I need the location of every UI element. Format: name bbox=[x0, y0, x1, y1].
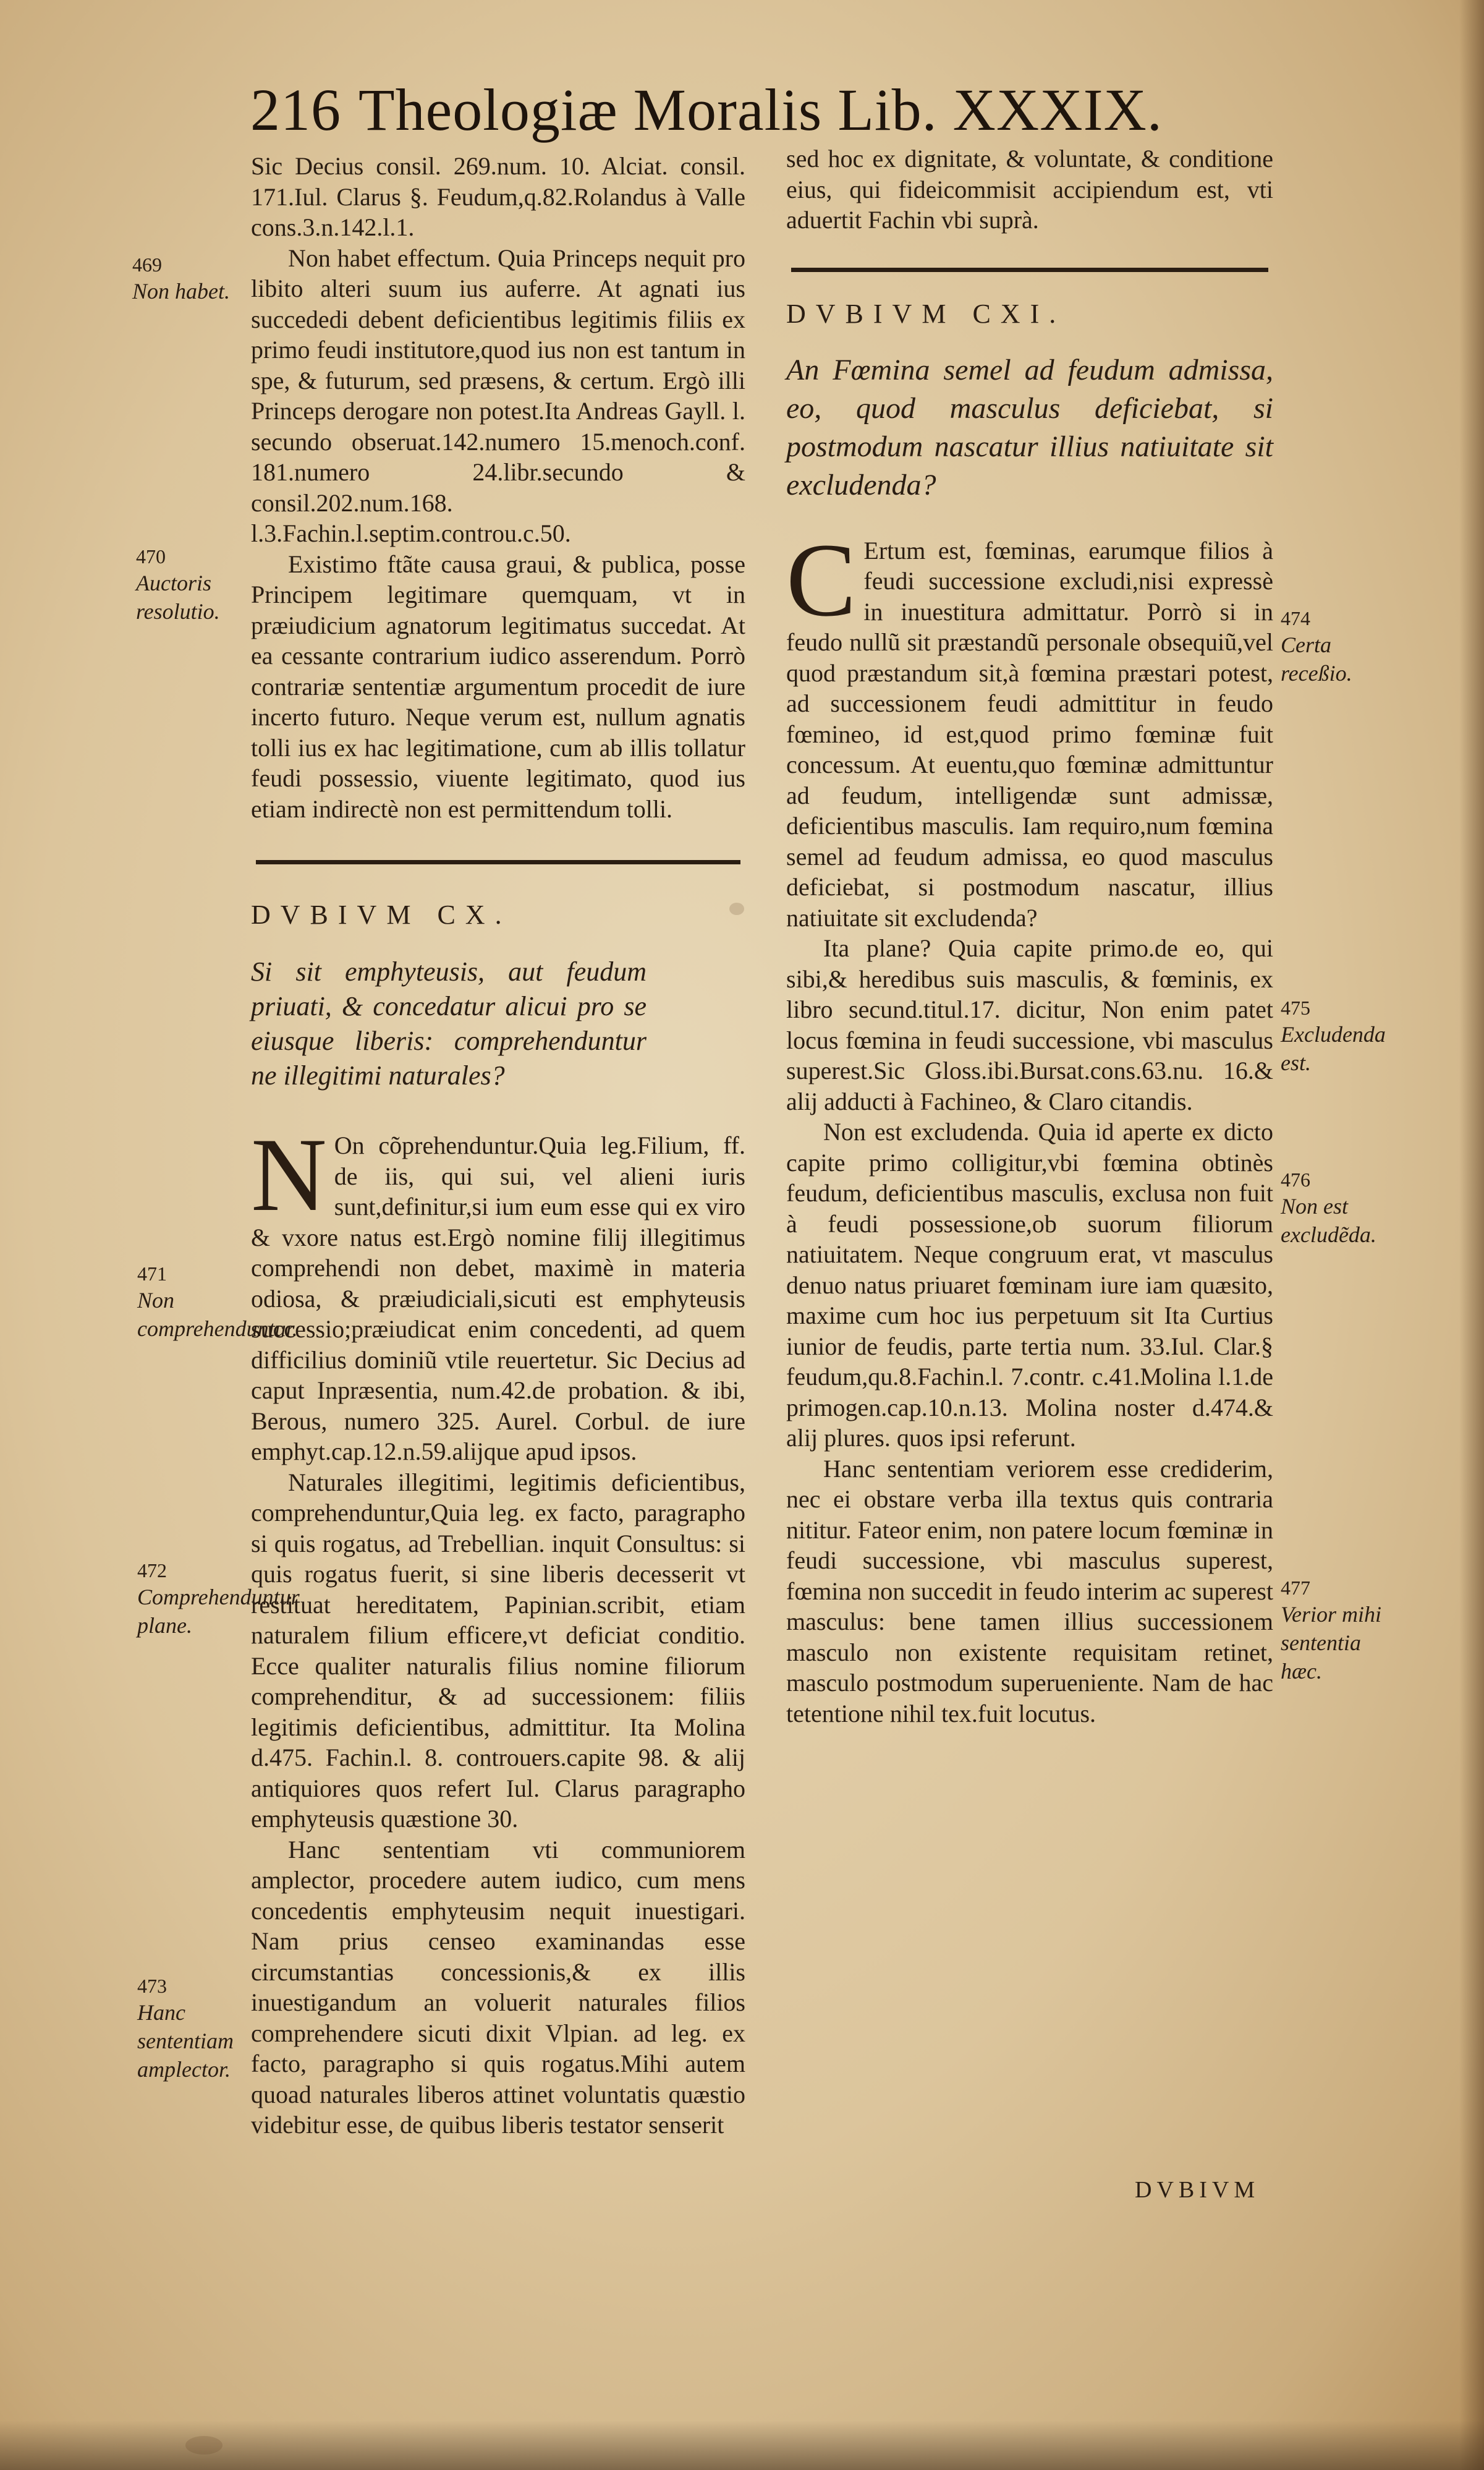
dubium-heading: DVBIVM CX. bbox=[251, 900, 512, 930]
right-column bbox=[786, 143, 1273, 1729]
paragraph: Ita plane? Quia capite primo.de eo, qui sibi,& heredibus suis masculis, & fœminis, ex libro secund.titul.17. dicitur, Non enim patet locus fœmina in feudi successione, vbi masculus superest.Sic Gloss.ibi.Bursat.cons.63.nu. 16.& alij adducti à Fachineo, & Claro citandis. bbox=[786, 934, 1273, 1115]
dubium-heading: DVBIVM CXI. bbox=[786, 298, 1066, 329]
page-gutter-shadow bbox=[1459, 0, 1484, 2470]
paragraph: On cõprehenduntur.Quia leg.Filium, ff. de iis, qui sui, vel alieni iuris sunt,definitur,si ium eum esse qui ex viro & vxore natus est.Ergò nomine filij illegitimus comprehendi non debet, maximè in materia odiosa, & præiudiciali,sicuti est emphyteusis successio;præiudicat enim concedenti, ad quem difficilius dominiũ vtile reuertetur. Sic Decius ad caput Inpræsentia, num.42.de probation. & ibi, Berous, numero 325. Aurel. Corbul. de iure emphyt.cap.12.n.59.alijque apud ipsos. bbox=[251, 1131, 745, 1465]
paragraph: Sic Decius consil. 269.num. 10. Alciat. consil. 171.Iul. Clarus §. Feudum,q.82.Rolandus à Valle cons.3.n.142.l.1. bbox=[251, 152, 745, 241]
margin-note: 474 Certa receßio. bbox=[1281, 607, 1352, 686]
margin-note: 472 Comprehenduntur plane. bbox=[137, 1559, 300, 1638]
page-bottom-shadow bbox=[0, 2421, 1484, 2470]
section-rule bbox=[256, 860, 740, 864]
paragraph: Hanc sententiam veriorem esse crediderim, nec ei obstare verba illa textus quis contraria nititur. Fateor enim, non patere locum fœminæ in feudi successione, vbi masculus superest, fœmina non succedit in feudo interim ac superest masculus: bene tamen illius successionem masculo non existente requisitam retinet, masculo postmodum superueniente. Nam de hac tetentione nihil tex.fuit locutus. bbox=[786, 1454, 1273, 1727]
paragraph: Existimo ftãte causa graui, & publica, posse Principem legitimare quemquam, vt in præiudicium agnatorum legitimatus succedat. At ea cessante contrarium iudico asserendum. Porrò contrariæ sententiæ argumentum procedit de iure incerto futuro. Neque verum est, nullum agnatis tolli ius ex hac legitimatione, cum ab illis tollatur feudi possessio, viuente legitimato, quod ius etiam indirectè non est permittendum tolli. bbox=[251, 550, 745, 823]
page-number: 216 bbox=[250, 77, 341, 143]
margin-note: 471 Non comprehenduntur. bbox=[137, 1263, 298, 1341]
running-header bbox=[250, 73, 1233, 147]
paragraph: Ertum est, fœminas, earumque filios à feudi successione excludi,nisi expressè in inuestitura admittatur. Porrò si in feudo nullũ sit præstandũ personale obsequiũ,vel quod præstandum sit,à fœmina præstari potest, ad successionem feudi admittitur in feudo fœmineo, id est,quod primo fœminæ fuit concessum. At euentu,quo fœminæ admittuntur ad feudum, intelligendæ sunt admissæ, deficientibus masculis. Iam requiro,num fœmina semel ad feudum admissa, eo quod masculus deficiebat, si postmodum nascatur, illius natiuitate sit excludenda? bbox=[786, 536, 1273, 932]
catchword: DVBIVM bbox=[1135, 2177, 1260, 2203]
paragraph: sed hoc ex dignitate, & voluntate, & conditione eius, qui fideicommisit accipiendum est, vti aduertit Fachin vbi suprà. bbox=[786, 145, 1273, 234]
running-title: Theologiæ Moralis Lib. XXXIX. bbox=[358, 77, 1163, 143]
margin-note: 476 Non est excludẽda. bbox=[1281, 1169, 1376, 1247]
left-column bbox=[251, 151, 745, 2140]
margin-note: 469 Non habet. bbox=[132, 253, 230, 304]
margin-note: 473 Hanc sententiam amplector. bbox=[137, 1975, 234, 2082]
paragraph: Naturales illegitimi, legitimis deficientibus, comprehenduntur,Quia leg. ex facto, paragrapho si quis rogatus, ad Trebellian. inquit Consultus: si quis rogatus fuerit, si sine liberis decesserit vt restituat hereditatem, Papinian.scribit, etiam naturalem filium efficere,vt deficiat conditio. Ecce qualiter naturalis filius nomine filiorum comprehenditur, & ad successionem: filiis legitimis deficientibus, admittitur. Ita Molina d.475. Fachin.l. 8. controuers.capite 98. & alij antiquiores quos refert Iul. Clarus paragrapho emphyteusis quæstione 30. bbox=[251, 1468, 745, 1833]
dropcap: N bbox=[251, 1117, 327, 1233]
dubium-question: Si sit emphyteusis, aut feudum priuati, & concedatur alicui pro se eiusque liberis: comprehenduntur ne illegitimi naturales? bbox=[251, 956, 647, 1091]
margin-note: 477 Verior mihi sententia hæc. bbox=[1281, 1577, 1382, 1684]
ink-spot bbox=[185, 2436, 223, 2455]
paragraph: Hanc sententiam vti communiorem amplector, procedere autem iudico, cum mens concedentis emphyteusim nequit inuestigari. Nam prius censeo examinandas esse circumstantias concessionis,& ex illis inuestigandum an voluerit naturales filios comprehendere sicuti dixit Vlpian. ad leg. ex facto, paragrapho si quis rogatus.Mihi autem quoad naturales liberos attinet voluntatis quæstio videbitur esse, de quibus liberis testator senserit bbox=[251, 1835, 745, 2139]
margin-note: 470 Auctoris resolutio. bbox=[136, 545, 220, 624]
dubium-question: An Fœmina semel ad feudum admissa, eo, quod masculus deficiebat, si postmodum nascatur illius natiuitate sit excludenda? bbox=[786, 353, 1273, 501]
section-rule bbox=[791, 268, 1268, 272]
dropcap: C bbox=[786, 521, 857, 638]
paragraph: Non est excludenda. Quia id aperte ex dicto capite primo colligitur,vbi fœmina obtinès feudum, deficientibus masculis, exclusa non fuit à feudi possessione,ob suorum filiorum natiuitatem. Neque congruum erat, vt masculus denuo natus priuaret fœminam iure iam quæsito, maxime cum hoc ius perpetuum sit Ita Curtius iunior de feudis, parte tertia num. 33.Iul. Clar.§ feudum,qu.8.Fachin.l. 7.contr. c.41.Molina l.1.de primogen.cap.10.n.13. Molina noster d.474.& alij plures. quos ipsi referunt. bbox=[786, 1118, 1273, 1452]
paragraph: Non habet effectum. Quia Princeps nequit pro libito alteri suum ius auferre. At agnati ius succededi debent deficientibus legitimis filiis ex primo feudi institutore,quod ius non est tantum in spe, & futurum, sed præsens, & certum. Ergò illi Princeps derogare non potest.Ita Andreas Gayll. l. secundo obseruat.142.numero 15.menoch.conf. 181.numero 24.libr.secundo & consil.202.num.168. l.3.Fachin.l.septim.controu.c.50. bbox=[251, 244, 745, 547]
margin-note: 475 Excludenda est. bbox=[1281, 997, 1386, 1075]
